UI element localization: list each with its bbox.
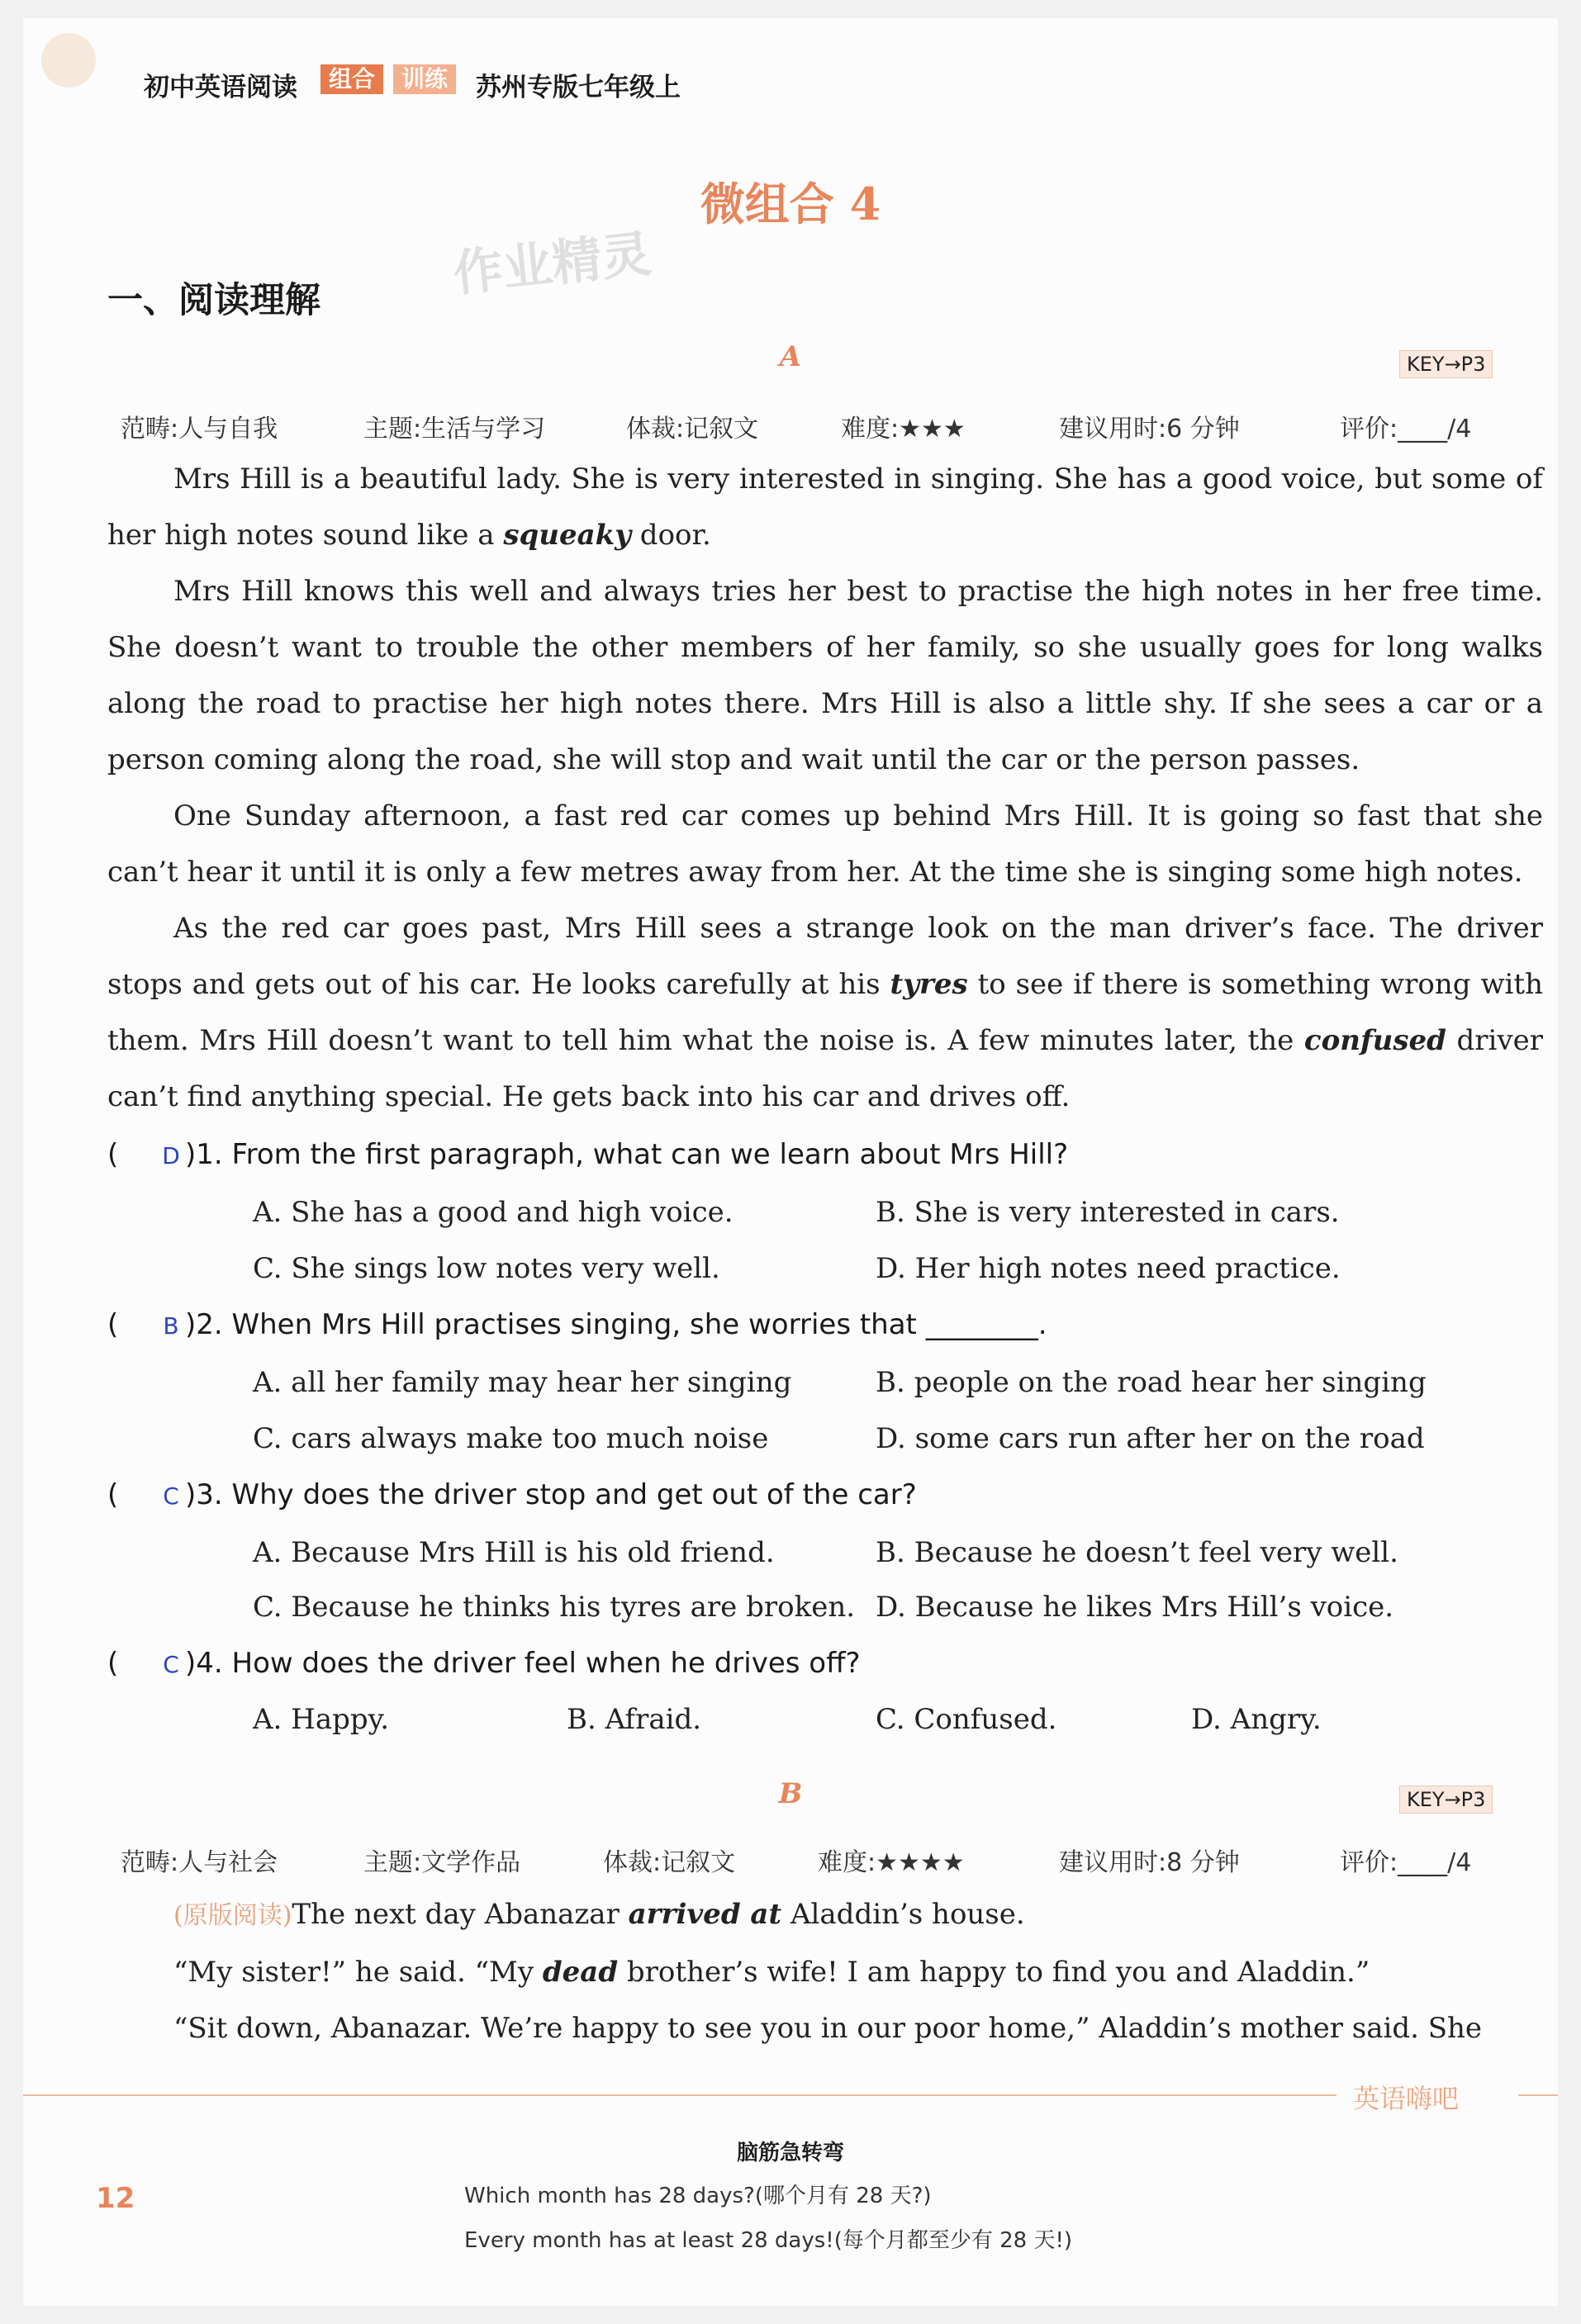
meta-theme: 主题:文学作品 — [363, 1848, 521, 1877]
passage-a-letter: A — [779, 340, 802, 373]
keyword: confused — [1303, 1024, 1446, 1057]
passage-a-text — [107, 451, 1543, 1125]
option-a: A. She has a good and high voice. — [253, 1196, 734, 1229]
question-text: )4. How does the driver feel when he drives off? — [185, 1647, 861, 1680]
keyword: dead — [542, 1956, 619, 1989]
meta-difficulty: 难度:★★★ — [841, 415, 966, 443]
meta-category: 范畴:人与自我 — [121, 415, 278, 443]
question-4: ( C )4. How does the driver feel when he drives off? — [107, 1647, 861, 1680]
option-d: D. some cars run after her on the road — [876, 1422, 1425, 1455]
question-text: )1. From the first paragraph, what can we learn about Mrs Hill? — [185, 1138, 1069, 1171]
option-b: B. Afraid. — [567, 1703, 702, 1736]
page-number: 12 — [96, 2182, 135, 2215]
meta-genre: 体裁:记叙文 — [603, 1848, 736, 1877]
option-b: B. people on the road hear her singing — [876, 1366, 1427, 1399]
option-c: C. She sings low notes very well. — [253, 1252, 720, 1285]
meta-genre: 体裁:记叙文 — [626, 415, 759, 443]
paragraph: As the red car goes past, Mrs Hill sees a strange look on the man driver’s face. The driver stops and gets out of his car. He looks carefully at his tyres to see if there is something wrong with them. Mrs Hill doesn’t want to tell him what the noise is. A few minutes later, the confused driver can’t find anything special. He gets back into his car and drives off. — [107, 912, 1544, 1113]
question-text: )3. Why does the driver stop and get out of the car? — [185, 1478, 917, 1511]
meta-difficulty: 难度:★★★★ — [818, 1848, 965, 1877]
answer-mark: C — [163, 1651, 179, 1678]
answer-mark: D — [162, 1142, 180, 1169]
page-title: 微组合 4 — [700, 178, 881, 230]
question-text: )2. When Mrs Hill practises singing, she worries that ________. — [185, 1308, 1047, 1341]
meta-rating: 评价:____/4 — [1340, 415, 1472, 443]
answer-key-ref-a: KEY→P3 — [1399, 350, 1493, 378]
meta-time: 建议用时:6 分钟 — [1059, 415, 1240, 443]
paragraph: Mrs Hill knows this well and always tries her best to practise the high notes in her free time. She doesn’t want to trouble the other members of her family, so she usually goes for long walks along the road to practise her high notes there. Mrs Hill is also a little shy. If she sees a car or a person coming along the road, she will stop and wait until the car or the person passes. — [107, 575, 1543, 776]
option-a: A. Happy. — [253, 1703, 390, 1736]
option-c: C. Confused. — [876, 1703, 1057, 1736]
option-a: A. Because Mrs Hill is his old friend. — [253, 1536, 775, 1569]
tag-combination: 组合 — [320, 64, 383, 94]
publisher-logo — [41, 33, 96, 88]
question-1: ( D )1. From the first paragraph, what can we learn about Mrs Hill? — [107, 1138, 1069, 1171]
answer-mark: B — [163, 1312, 179, 1340]
meta-theme: 主题:生活与学习 — [363, 415, 546, 443]
option-d: D. Angry. — [1191, 1703, 1322, 1736]
passage-b-text — [107, 1886, 1543, 2056]
workbook-page — [23, 18, 1558, 2306]
book-title: 初中英语阅读 — [144, 73, 297, 102]
watermark: 作业精灵 — [450, 225, 654, 304]
footer-brand: 英语嗨吧 — [1353, 2083, 1460, 2114]
riddle-title: 脑筋急转弯 — [736, 2141, 844, 2165]
paragraph: “Sit down, Abanazar. We’re happy to see you in our poor home,” Aladdin’s mother said. She — [173, 2012, 1483, 2045]
footer-divider — [23, 2094, 1336, 2096]
edition-label: 苏州专版七年级上 — [476, 73, 681, 102]
option-b: B. Because he doesn’t feel very well. — [876, 1536, 1398, 1569]
option-d: D. Her high notes need practice. — [876, 1252, 1341, 1285]
riddle-answer: Every month has at least 28 days!(每个月都至少有 28 天!) — [464, 2228, 1073, 2253]
keyword: arrived at — [628, 1898, 782, 1931]
passage-b-letter: B — [778, 1777, 803, 1810]
riddle-question: Which month has 28 days?(哪个月有 28 天?) — [464, 2184, 932, 2208]
paragraph: (原版阅读)The next day Abanazar arrived at Aladdin’s house. — [173, 1898, 1025, 1931]
meta-category: 范畴:人与社会 — [121, 1848, 278, 1877]
option-c: C. Because he thinks his tyres are broken. — [253, 1591, 856, 1624]
answer-key-ref-b: KEY→P3 — [1399, 1786, 1493, 1814]
tag-training: 训练 — [393, 64, 456, 94]
option-b: B. She is very interested in cars. — [876, 1196, 1340, 1229]
option-a: A. all her family may hear her singing — [253, 1366, 792, 1399]
original-reading-label: (原版阅读) — [173, 1901, 292, 1930]
section-heading: 一、阅读理解 — [107, 280, 320, 321]
paragraph: One Sunday afternoon, a fast red car comes up behind Mrs Hill. It is going so fast that she can’t hear it until it is only a few metres away from her. At the time she is singing some high notes. — [107, 799, 1543, 889]
keyword: tyres — [890, 968, 968, 1001]
paragraph: Mrs Hill is a beautiful lady. She is very interested in singing. She has a good voice, but some of her high notes sound like a squeaky door. — [107, 462, 1543, 552]
option-c: C. cars always make too much noise — [253, 1422, 769, 1455]
answer-mark: C — [163, 1482, 179, 1510]
paragraph: “My sister!” he said. “My dead brother’s wife! I am happy to find you and Aladdin.” — [173, 1956, 1370, 1989]
option-d: D. Because he likes Mrs Hill’s voice. — [876, 1591, 1394, 1624]
meta-time: 建议用时:8 分钟 — [1059, 1848, 1240, 1877]
question-2: ( B )2. When Mrs Hill practises singing, she worries that ________. — [107, 1308, 1047, 1341]
footer-divider-right — [1518, 2094, 1558, 2096]
keyword: squeaky — [503, 519, 631, 552]
meta-rating: 评价:____/4 — [1340, 1848, 1472, 1877]
question-3: ( C )3. Why does the driver stop and get out of the car? — [107, 1478, 917, 1511]
